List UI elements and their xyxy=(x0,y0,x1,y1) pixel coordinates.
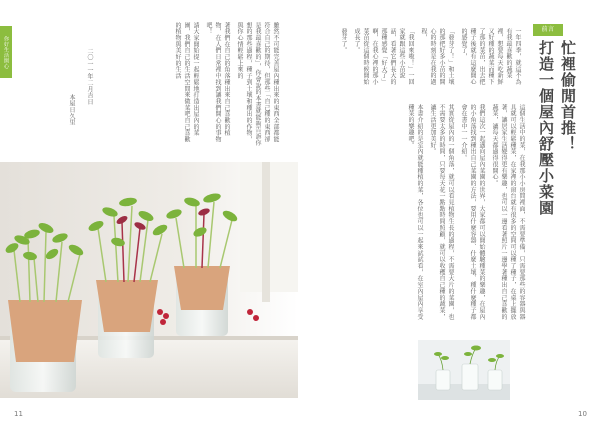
right-body-main-text xyxy=(326,104,526,326)
left-body-text xyxy=(120,22,280,146)
page-number-left: 11 xyxy=(14,410,23,418)
paragraph: 其實從屋內的一個角落，就可以看見植物生長的過程，不需要大片的菜園，也不需要太多的時間，只要每天花一點點時間照顧，就可以收穫自己種的蔬菜，讓生活更加美好。 xyxy=(429,104,454,320)
preface-badge xyxy=(533,24,563,36)
signature-date: 二〇一一年二月吉日 xyxy=(86,48,93,106)
paragraph: 請大家開始提一起輕鬆地打造出屋內的菜園，我們自己的生活空間來做菜吧自己喜歡的植物與美好的生活 xyxy=(174,22,199,143)
paragraph: 本書介紹的是室內就能種植的菜，各位也可以一起來試試看，在室內屋內享受種菜的樂趣吧。 xyxy=(407,104,423,320)
paragraph: 著我們在自己的角落種出來自己喜歡的植物，在人們日常裡中找到讓我們開心的事物吧！ xyxy=(205,22,230,143)
sprouts-photo xyxy=(0,162,298,398)
paragraph: 雖然不可能完善屋內種出來的東西全部都能符合自己的期待，但那些「自己種的東西卻是我最喜歡的」，你會說的本書就能夠告訴你想的那些過程，種子到土壤和種出的作物，與你心情輕鬆上來的 xyxy=(236,22,279,146)
chapter-title-line-2: 打造一個屋內舒壓小菜園 xyxy=(537,40,555,216)
page-number-right: 10 xyxy=(578,410,587,418)
chapter-side-tab xyxy=(0,26,12,78)
chapter-title-line-1: 忙裡偷閒首推！ xyxy=(559,40,577,152)
preface-badge-label: 前言 xyxy=(541,26,555,33)
paragraph: 「我回來啦！」一回家就跟這些小苗說話，看著它們長大的那種感覺「好大了」啊，在我心裡的那小菜苗從這個時候開始成長了。 xyxy=(353,28,414,86)
right-body-top-text xyxy=(340,28,522,88)
seedlings-photo xyxy=(418,340,510,400)
paragraph: 「發芽了！」和土壤的那把好多小苗的開心的時刻是在我的過程， xyxy=(420,28,454,86)
paragraph: 一年四季，就這不為有我最喜歡的蔬菜裡，想要每天吃新鮮又好種的蔬菜而種下了那的菜苗，出去把種子後就有這麼開心的感覺了， xyxy=(460,28,521,86)
side-tab-label: 你好生活開心 xyxy=(3,35,9,69)
paragraph: 發芽了。 xyxy=(340,28,347,54)
paragraph: 這個生活中的菜，在我那小小房間裡面，不需要準備，只需要那些的容器與器具就可以輕鬆種菜，在家裡的窗台就有很多的空間可以種了種子，在桌上擺放著，讓居家生活變得更有樂趣，也可以一邊看著照片一邊學著種出自己喜歡的蔬菜，讓每天都過得很開心。 xyxy=(491,104,525,320)
signature-author: 本屋日久里 xyxy=(68,94,75,126)
paragraph: 我們這次一起邁向屋內菜園的世界，大家都可以開始體驗種菜的樂趣，在屋內的小角落找到種出自己菜園的方法，要用什麼容器、什麼土壤、種什麼種子都會在書中一一介紹。 xyxy=(460,104,485,320)
